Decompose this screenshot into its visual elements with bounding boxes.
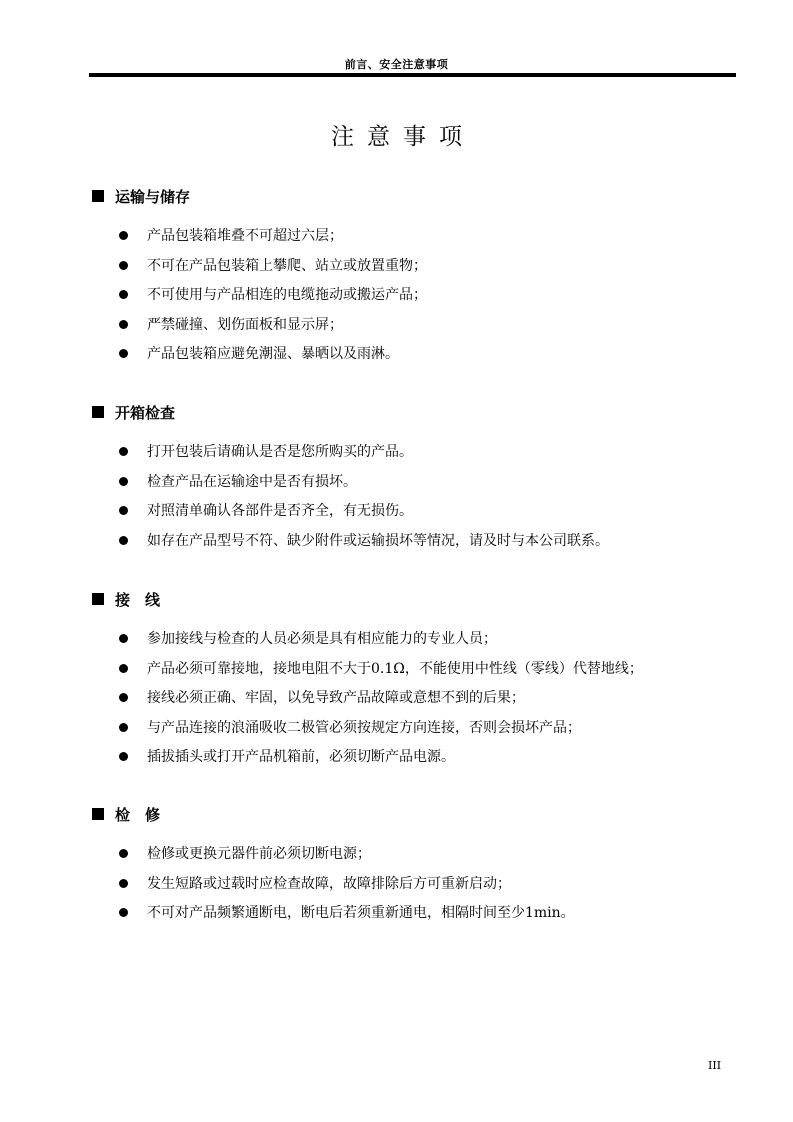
- bullet-icon: [119, 752, 128, 761]
- section-wiring: [92, 588, 732, 776]
- list-item-text: 检修或更换元器件前必须切断电源；: [147, 846, 371, 862]
- list-item: [92, 902, 732, 932]
- bullet-icon: [119, 664, 128, 673]
- running-header: 前言、安全注意事项: [344, 58, 449, 71]
- list-item-text: 不可对产品频繁通断电，断电后若须重新通电，相隔时间至少1min。: [147, 905, 575, 921]
- list-item-text: 打开包装后请确认是否是您所购买的产品。: [147, 444, 413, 460]
- list-item-text: 与产品连接的浪涌吸收二极管必须按规定方向连接，否则会损坏产品；: [147, 719, 581, 736]
- section-heading-text: 开箱检查: [115, 403, 176, 422]
- list-item-text: 检查产品在运输途中是否有损坏。: [147, 473, 357, 490]
- list-item: [92, 658, 732, 688]
- bullet-icon: [119, 879, 128, 888]
- bullet-icon: [119, 536, 128, 545]
- black-square-icon: [92, 190, 104, 202]
- list-item: [92, 530, 732, 560]
- list-item-text: 产品必须可靠接地，接地电阻不大于0.1Ω，不能使用中性线（零线）代替地线；: [147, 660, 643, 677]
- item-list: [92, 225, 732, 373]
- list-item-text: 不可使用与产品相连的电缆拖动或搬运产品；: [147, 287, 427, 303]
- black-square-icon: [92, 808, 104, 820]
- list-item-text: 不可在产品包装箱上攀爬、站立或放置重物；: [147, 257, 427, 274]
- section-transport-storage: [92, 185, 732, 373]
- bullet-icon: [119, 320, 128, 329]
- list-item: [92, 717, 732, 747]
- list-item: [92, 843, 732, 873]
- list-item: [92, 628, 732, 658]
- list-item-text: 接线必须正确、牢固，以免导致产品故障或意想不到的后果；: [147, 690, 525, 706]
- bullet-icon: [119, 723, 128, 732]
- list-item: [92, 284, 732, 314]
- page-number: III: [708, 1059, 722, 1072]
- page-title: 注意事项: [331, 124, 475, 150]
- bullet-icon: [119, 849, 128, 858]
- list-item: [92, 225, 732, 255]
- section-heading: [92, 185, 732, 207]
- list-item: [92, 343, 732, 373]
- list-item-text: 严禁碰撞、划伤面板和显示屏；: [147, 316, 343, 333]
- section-heading-text: 检 修: [115, 805, 161, 824]
- bullet-icon: [119, 231, 128, 240]
- section-heading-text: 运输与储存: [115, 187, 191, 206]
- bullet-icon: [119, 477, 128, 486]
- list-item: [92, 441, 732, 471]
- list-item-text: 对照清单确认各部件是否齐全，有无损伤。: [147, 503, 413, 519]
- section-maintenance: [92, 803, 732, 932]
- bullet-icon: [119, 908, 128, 917]
- item-list: [92, 441, 732, 559]
- bullet-icon: [119, 693, 128, 702]
- bullet-icon: [119, 349, 128, 358]
- list-item-text: 如存在产品型号不符、缺少附件或运输损坏等情况，请及时与本公司联系。: [147, 532, 609, 549]
- bullet-icon: [119, 447, 128, 456]
- list-item: [92, 873, 732, 903]
- header-rule: [89, 73, 736, 77]
- black-square-icon: [92, 406, 104, 418]
- list-item: [92, 687, 732, 717]
- bullet-icon: [119, 506, 128, 515]
- section-heading: [92, 803, 732, 825]
- list-item: [92, 255, 732, 285]
- black-square-icon: [92, 593, 104, 605]
- item-list: [92, 628, 732, 776]
- section-unpacking-inspection: [92, 401, 732, 559]
- list-item: [92, 500, 732, 530]
- bullet-icon: [119, 290, 128, 299]
- item-list: [92, 843, 732, 932]
- list-item: [92, 314, 732, 344]
- list-item-text: 发生短路或过载时应检查故障，故障排除后方可重新启动；: [147, 875, 511, 892]
- list-item: [92, 746, 732, 776]
- list-item: [92, 471, 732, 501]
- list-item-text: 参加接线与检查的人员必须是具有相应能力的专业人员；: [147, 631, 497, 647]
- bullet-icon: [119, 261, 128, 270]
- bullet-icon: [119, 634, 128, 643]
- list-item-text: 产品包装箱堆叠不可超过六层；: [147, 228, 343, 244]
- list-item-text: 插拔插头或打开产品机箱前，必须切断产品电源。: [147, 749, 455, 765]
- section-heading-text: 接 线: [115, 590, 161, 609]
- section-heading: [92, 401, 732, 423]
- section-heading: [92, 588, 732, 610]
- list-item-text: 产品包装箱应避免潮湿、暴晒以及雨淋。: [147, 346, 399, 362]
